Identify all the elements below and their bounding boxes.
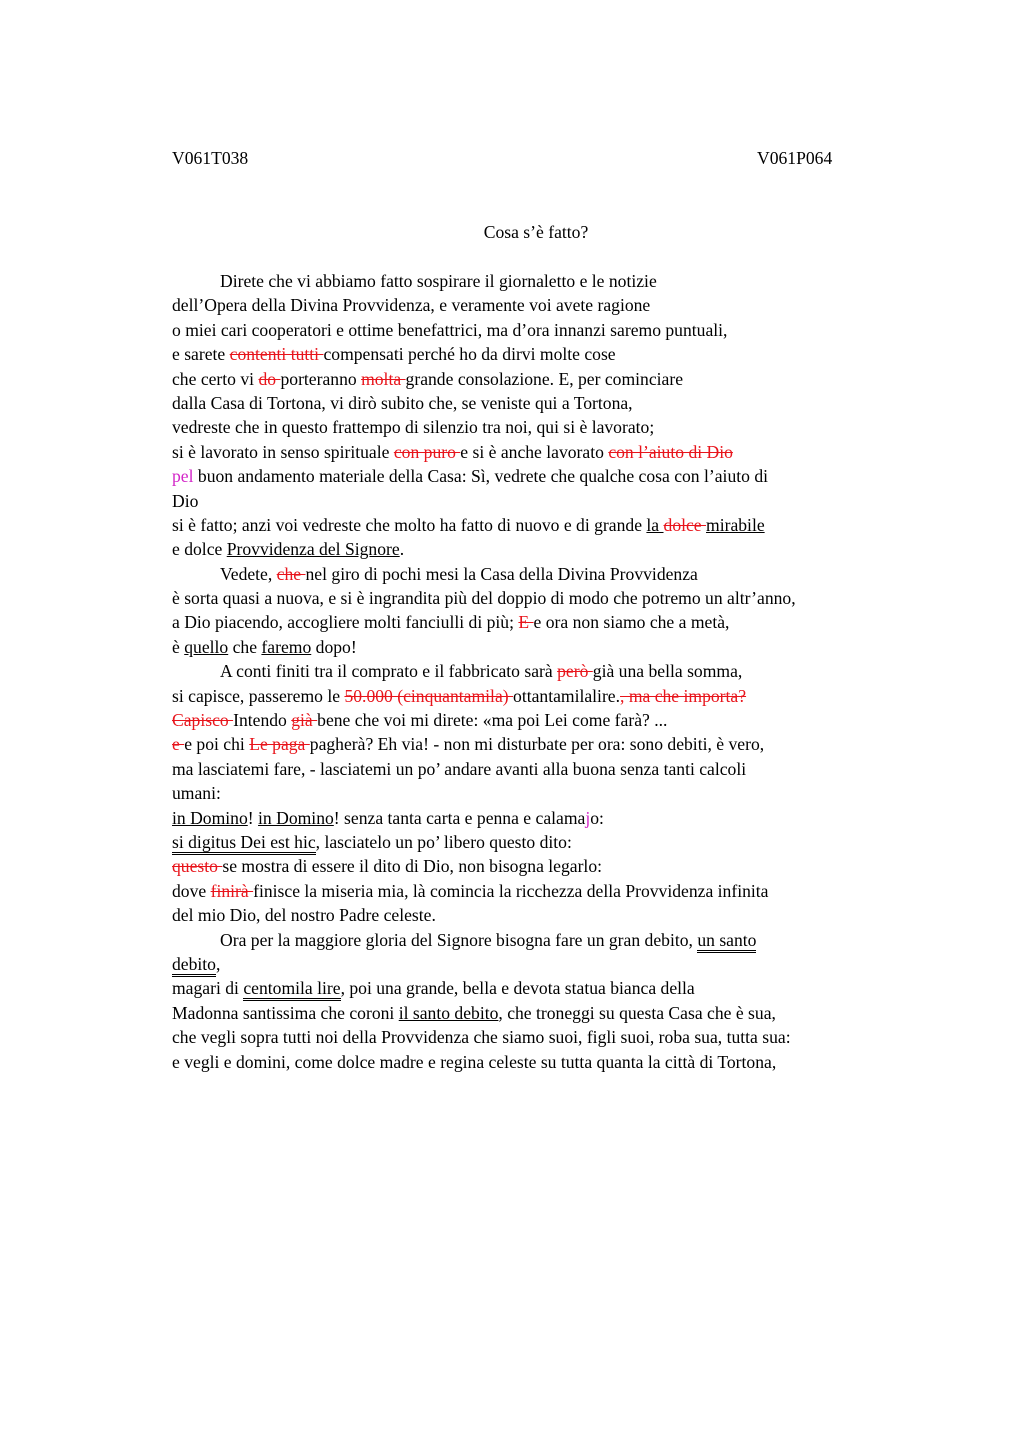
text-line (172, 464, 932, 488)
underlined-text: quello (184, 636, 229, 657)
text-line (172, 342, 932, 366)
text-segment: ottantamilalire. (513, 685, 621, 706)
text-segment: si è fatto; anzi voi vedreste che molto ha fatto di nuovo e di grande (172, 514, 647, 535)
deleted-text: E (518, 612, 534, 633)
deleted-text: già (291, 710, 318, 731)
text-segment: Intendo (233, 710, 292, 731)
text-segment: o: (590, 807, 604, 828)
text-segment: umani: (172, 783, 221, 804)
text-segment: già una bella somma, (592, 661, 743, 682)
double-underlined-text: si digitus Dei est hic (172, 832, 316, 855)
text-segment: ! senza tanta carta e penna e calama (333, 807, 586, 828)
text-line (172, 903, 932, 927)
text-segment: dove (172, 880, 211, 901)
underlined-text: faremo (261, 636, 312, 657)
text-line (172, 367, 932, 391)
underlined-text: in Domino (258, 807, 334, 828)
text-line (172, 562, 932, 586)
text-segment: e poi chi (184, 734, 250, 755)
text-line (172, 976, 932, 1000)
text-line (172, 415, 932, 439)
text-segment: si è lavorato in senso spirituale (172, 441, 394, 462)
text-line (172, 440, 932, 464)
document-code-left: V061T038 (172, 148, 249, 168)
text-segment: finisce la miseria mia, là comincia la ricchezza della Provvidenza infinita (253, 880, 769, 901)
text-segment: , poi una grande, bella e devota statua bianca della (340, 978, 695, 999)
underlined-text: la (646, 514, 664, 535)
text-line (172, 659, 932, 683)
text-segment: buon andamento materiale della Casa: Sì, vedrete che qualche cosa con l’aiuto di (193, 466, 769, 487)
text-line (172, 684, 932, 708)
deleted-text: e (172, 734, 185, 755)
page-code-right: V061P064 (757, 148, 833, 168)
text-segment: a Dio piacendo, accogliere molti fanciulli di più; (172, 612, 519, 633)
text-segment: vedreste che in questo frattempo di silenzio tra noi, qui si è lavorato; (172, 417, 655, 438)
text-line (172, 879, 932, 903)
text-line (172, 1025, 932, 1049)
deleted-text: Capisco (172, 710, 234, 731)
deleted-text: Le paga (249, 734, 310, 755)
text-line (172, 1001, 932, 1025)
deleted-text: questo (172, 856, 223, 877)
text-segment: dell’Opera della Divina Provvidenza, e veramente voi avete ragione (172, 295, 651, 316)
text-line (172, 586, 932, 610)
deleted-text: contenti tutti (229, 344, 324, 365)
text-line (172, 293, 932, 317)
text-segment: , lasciatelo un po’ libero questo dito: (315, 831, 572, 852)
inserted-text: j (585, 807, 591, 828)
underlined-text: in Domino (172, 807, 248, 828)
text-segment: che (228, 636, 262, 657)
body-text (172, 269, 932, 1074)
text-segment: dalla Casa di Tortona, vi dirò subito che, se veniste qui a Tortona, (172, 392, 633, 413)
deleted-text: che (276, 563, 306, 584)
text-line (172, 928, 932, 952)
text-segment: bene che voi mi direte: «ma poi Lei come farà? ... (317, 710, 668, 731)
deleted-text: , ma che importa? (620, 685, 747, 706)
text-line (172, 1050, 932, 1074)
text-line (172, 269, 932, 293)
text-segment: e si è anche lavorato (460, 441, 609, 462)
double-underlined-text: debito (172, 954, 216, 977)
text-segment: ! (247, 807, 259, 828)
text-segment: che vegli sopra tutti noi della Provvidenza che siamo suoi, figli suoi, roba sua, tutta sua: (172, 1027, 791, 1048)
text-segment: del mio Dio, del nostro Padre celeste. (172, 905, 436, 926)
underlined-text: Provvidenza del Signore (226, 539, 400, 560)
deleted-text: con l’aiuto di Dio (608, 441, 733, 462)
text-segment: compensati perché ho da dirvi molte cose (323, 344, 616, 365)
double-underlined-text: centomila lire (243, 978, 340, 1001)
text-segment: Dio (172, 490, 199, 511)
text-segment: o miei cari cooperatori e ottime benefattrici, ma d’ora innanzi saremo puntuali, (172, 319, 728, 340)
text-segment: , (215, 953, 221, 974)
text-segment: e vegli e domini, come dolce madre e regina celeste su tutta quanta la città di Tortona, (172, 1051, 777, 1072)
deleted-text: finirà (210, 880, 254, 901)
double-underlined-text: un santo (697, 930, 756, 953)
deleted-text: con puro (393, 441, 461, 462)
text-line (172, 757, 932, 781)
document-title: Cosa s’è fatto? (483, 222, 589, 242)
text-segment: e sarete (172, 344, 230, 365)
text-line (172, 391, 932, 415)
deleted-text: molta (361, 368, 406, 389)
text-line (172, 318, 932, 342)
deleted-text: però (557, 661, 593, 682)
text-line (172, 537, 932, 561)
text-segment: , che troneggi su questa Casa che è sua, (498, 1002, 776, 1023)
text-segment: e dolce (172, 539, 227, 560)
deleted-text: dolce (663, 514, 707, 535)
text-line (172, 854, 932, 878)
text-segment: se mostra di essere il dito di Dio, non bisogna legarlo: (222, 856, 603, 877)
deleted-text: do (258, 368, 281, 389)
text-segment: . (399, 539, 405, 560)
text-segment: pagherà? Eh via! - non mi disturbate per ora: sono debiti, è vero, (309, 734, 765, 755)
text-segment: nel giro di pochi mesi la Casa della Divina Provvidenza (305, 563, 698, 584)
text-segment: magari di (172, 978, 244, 999)
text-segment: Direte che vi abbiamo fatto sospirare il giornaletto e le notizie (220, 271, 657, 291)
deleted-text: 50.000 (cinquantamila) (344, 685, 514, 706)
text-line (172, 781, 932, 805)
text-segment: è (172, 636, 185, 657)
text-segment: Madonna santissima che coroni (172, 1002, 399, 1023)
text-line (172, 610, 932, 634)
text-line (172, 513, 932, 537)
text-line (172, 830, 932, 854)
text-line (172, 635, 932, 659)
text-segment: si capisce, passeremo le (172, 685, 345, 706)
text-line (172, 708, 932, 732)
underlined-text: mirabile (706, 514, 765, 535)
text-line (172, 806, 932, 830)
text-segment: dopo! (311, 636, 357, 657)
text-line (172, 732, 932, 756)
text-segment: ma lasciatemi fare, - lasciatemi un po’ andare avanti alla buona senza tanti calcoli (172, 758, 747, 779)
text-line (172, 489, 932, 513)
inserted-text: pel (172, 466, 194, 487)
text-segment: Ora per la maggiore gloria del Signore bisogna fare un gran debito, (220, 929, 698, 950)
text-segment: è sorta quasi a nuova, e si è ingrandita più del doppio di modo che potremo un altr’anno, (172, 588, 796, 609)
text-segment: grande consolazione. E, per cominciare (405, 368, 684, 389)
text-segment: A conti finiti tra il comprato e il fabbricato sarà (220, 661, 558, 682)
text-segment: porteranno (280, 368, 362, 389)
text-segment: Vedete, (220, 563, 277, 584)
text-segment: e ora non siamo che a metà, (533, 612, 730, 633)
text-line (172, 952, 932, 976)
underlined-text: il santo debito (398, 1002, 499, 1023)
text-segment: che certo vi (172, 368, 259, 389)
